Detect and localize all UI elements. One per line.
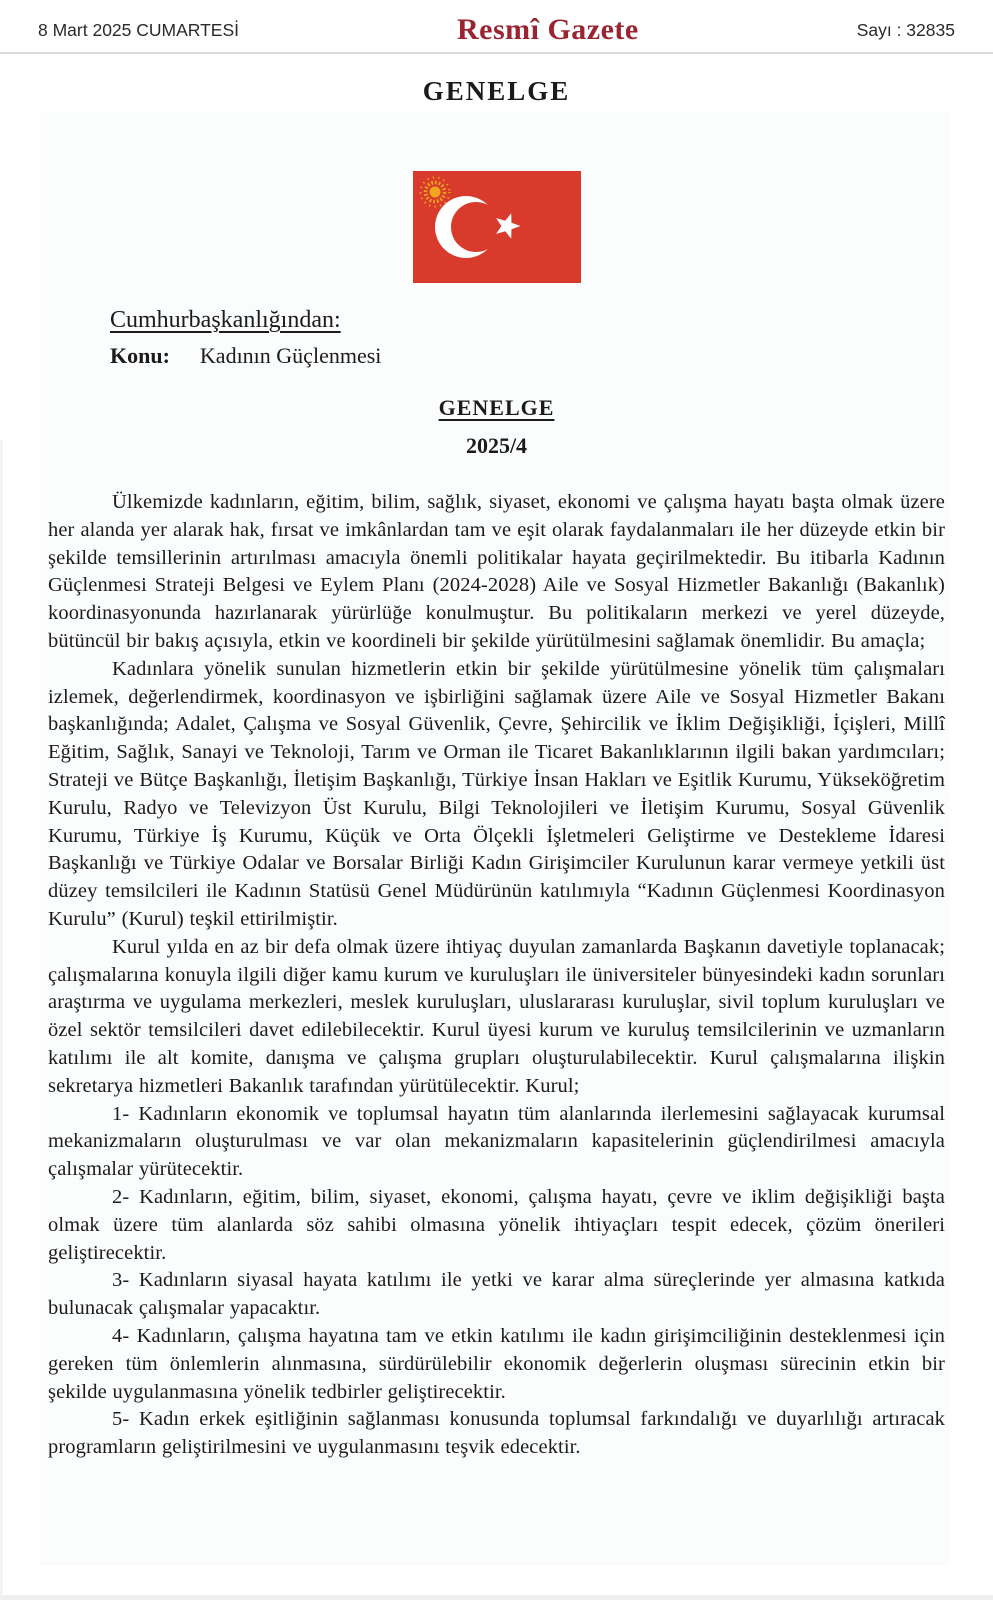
issue-number: Sayı : 32835: [856, 19, 955, 40]
issuer-heading: Cumhurbaşkanlığından:: [110, 307, 341, 333]
turkish-presidential-flag-image: [413, 171, 581, 283]
paragraph-council-formation: Kadınlara yönelik sunulan hizmetlerin etkin bir şekilde yürütülmesine yönelik tüm çalışmaları izlemek, değerlendirmek, koordinasyon ve işbirliğini sağlamak üzere Aile ve Sosyal Hizmetler Bakanı başkanlığında; Adalet, Çalışma ve Sosyal Güvenlik, Çevre, Şehircilik ve İklim Değişikliği, İçişleri, Millî Eğitim, Sağlık, Sanayi ve Teknoloji, Tarım ve Orman ile Ticaret Bakanlıklarının ilgili bakan yardımcıları; Strateji ve Bütçe Başkanlığı, İletişim Başkanlığı, Türkiye İnsan Hakları ve Eşitlik Kurumu, Yükseköğretim Kurulu, Radyo ve Televizyon Üst Kurulu, Bilgi Teknolojileri ve İletişim Kurumu, Sosyal Güvenlik Kurumu, Türkiye İş Kurumu, Küçük ve Orta Ölçekli İşletmeleri Geliştirme ve Destekleme İdaresi Başkanlığı ve Türkiye Odalar ve Borsalar Birliği Kadın Girişimciler Kurulunun karar vermeye yetkili üst düzey temsilcileri ile Kadının Statüsü Genel Müdürünün katılımıyla “Kadının Güçlenmesi Koordinasyon Kurulu” (Kurul) teşkil ettirilmiştir.: [48, 657, 945, 930]
paragraph-council-meetings: Kurul yılda en az bir defa olmak üzere ihtiyaç duyulan zamanlarda Başkanın davetiyle toplanacak; çalışmalarına konuyla ilgili diğer kamu kurum ve kuruluşları ile üniversiteler bünyesindeki kadın sorunları araştırma ve uygulama merkezleri, meslek kuruluşları, uluslararası kuruluşlar, sivil toplum kuruluşları ve özel sektör temsilcileri davet edilebilecektir. Kurul üyesi kurum ve kuruluş temsilcilerinin ve uzmanların katılımı ile alt komite, danışma ve çalışma grupları oluşturulabilecektir. Kurul çalışmalarına ilişkin sekretarya hizmetleri Bakanlık tarafından yürütülecektir. Kurul;: [48, 935, 945, 1097]
subject-value: Kadının Güçlenmesi: [199, 343, 382, 368]
subject-line: [110, 343, 993, 369]
paragraph-item-2: 2- Kadınların, eğitim, bilim, siyaset, ekonomi, çalışma hayatı, çevre ve iklim değişikliği başta olmak üzere tüm alanlarda söz sahibi olmasına yönelik ihtiyaçları tespit edecek, çözüm önerileri geliştirecektir.: [48, 1185, 945, 1264]
paragraph-item-5: 5- Kadın erkek eşitliğinin sağlanması konusunda toplumsal farkındalığı ve duyarlılığı artıracak programların geliştirilmesini ve uygulanmasını teşvik edecektir.: [48, 1408, 945, 1459]
paragraph-item-4: 4- Kadınların, çalışma hayatına tam ve etkin katılımı ile kadın girişimciliğinin desteklenmesi için gereken tüm önlemlerin alınmasına, sürdürülebilir ekonomik değerlerin oluşması sürecinin etkin bir şekilde uygulanmasına yönelik tedbirler geliştirecektir.: [48, 1324, 945, 1403]
masthead: [0, 0, 993, 54]
issue-date: 8 Mart 2025 CUMARTESİ: [38, 19, 239, 40]
paragraph-item-1: 1- Kadınların ekonomik ve toplumsal hayatın tüm alanlarında ilerlemesini sağlayacak kurumsal mekanizmaların oluşturulması ve var olan mekanizmaların kapasitelerinin güçlendirilmesi amacıyla çalışmalar yürütecektir.: [48, 1102, 945, 1181]
circular-body: [48, 489, 945, 1462]
paragraph-item-3: 3- Kadınların siyasal hayata katılımı ile yetki ve karar alma süreçlerinde yer almasına katkıda bulunacak çalışmalar yapacaktır.: [48, 1269, 945, 1320]
paragraph-intro: Ülkemizde kadınların, eğitim, bilim, sağlık, siyaset, ekonomi ve çalışma hayatı başta olmak üzere her alanda yer alarak hak, fırsat ve imkânlardan tam ve eşit olarak faydalanmaları ile her düzeyde etkin bir şekilde temsillerinin artırılması amacıyla önemli politikalar hayata geçirilmektedir. Bu itibarla Kadının Güçlenmesi Strateji Belgesi ve Eylem Planı (2024-2028) Aile ve Sosyal Hizmetler Bakanlığı (Bakanlık) koordinasyonunda hazırlanarak yürürlüğe konulmuştur. Bu politikaların merkezi ve yerel düzeyde, bütüncül bir bakış açısıyla, etkin ve koordineli bir şekilde yürütülmesini sağlamak önemlidir. Bu amaçla;: [48, 491, 945, 652]
subject-label: Konu:: [110, 343, 170, 368]
flag-container: [0, 171, 993, 283]
bottom-edge-shade: [0, 1595, 993, 1600]
section-heading: GENELGE: [422, 76, 571, 106]
circular-number: 2025/4: [465, 433, 528, 458]
crescent-inner: [451, 202, 501, 252]
gazette-title: Resmî Gazete: [456, 13, 639, 46]
circular-title: GENELGE: [438, 395, 555, 420]
sun-emblem-core: [429, 187, 440, 198]
